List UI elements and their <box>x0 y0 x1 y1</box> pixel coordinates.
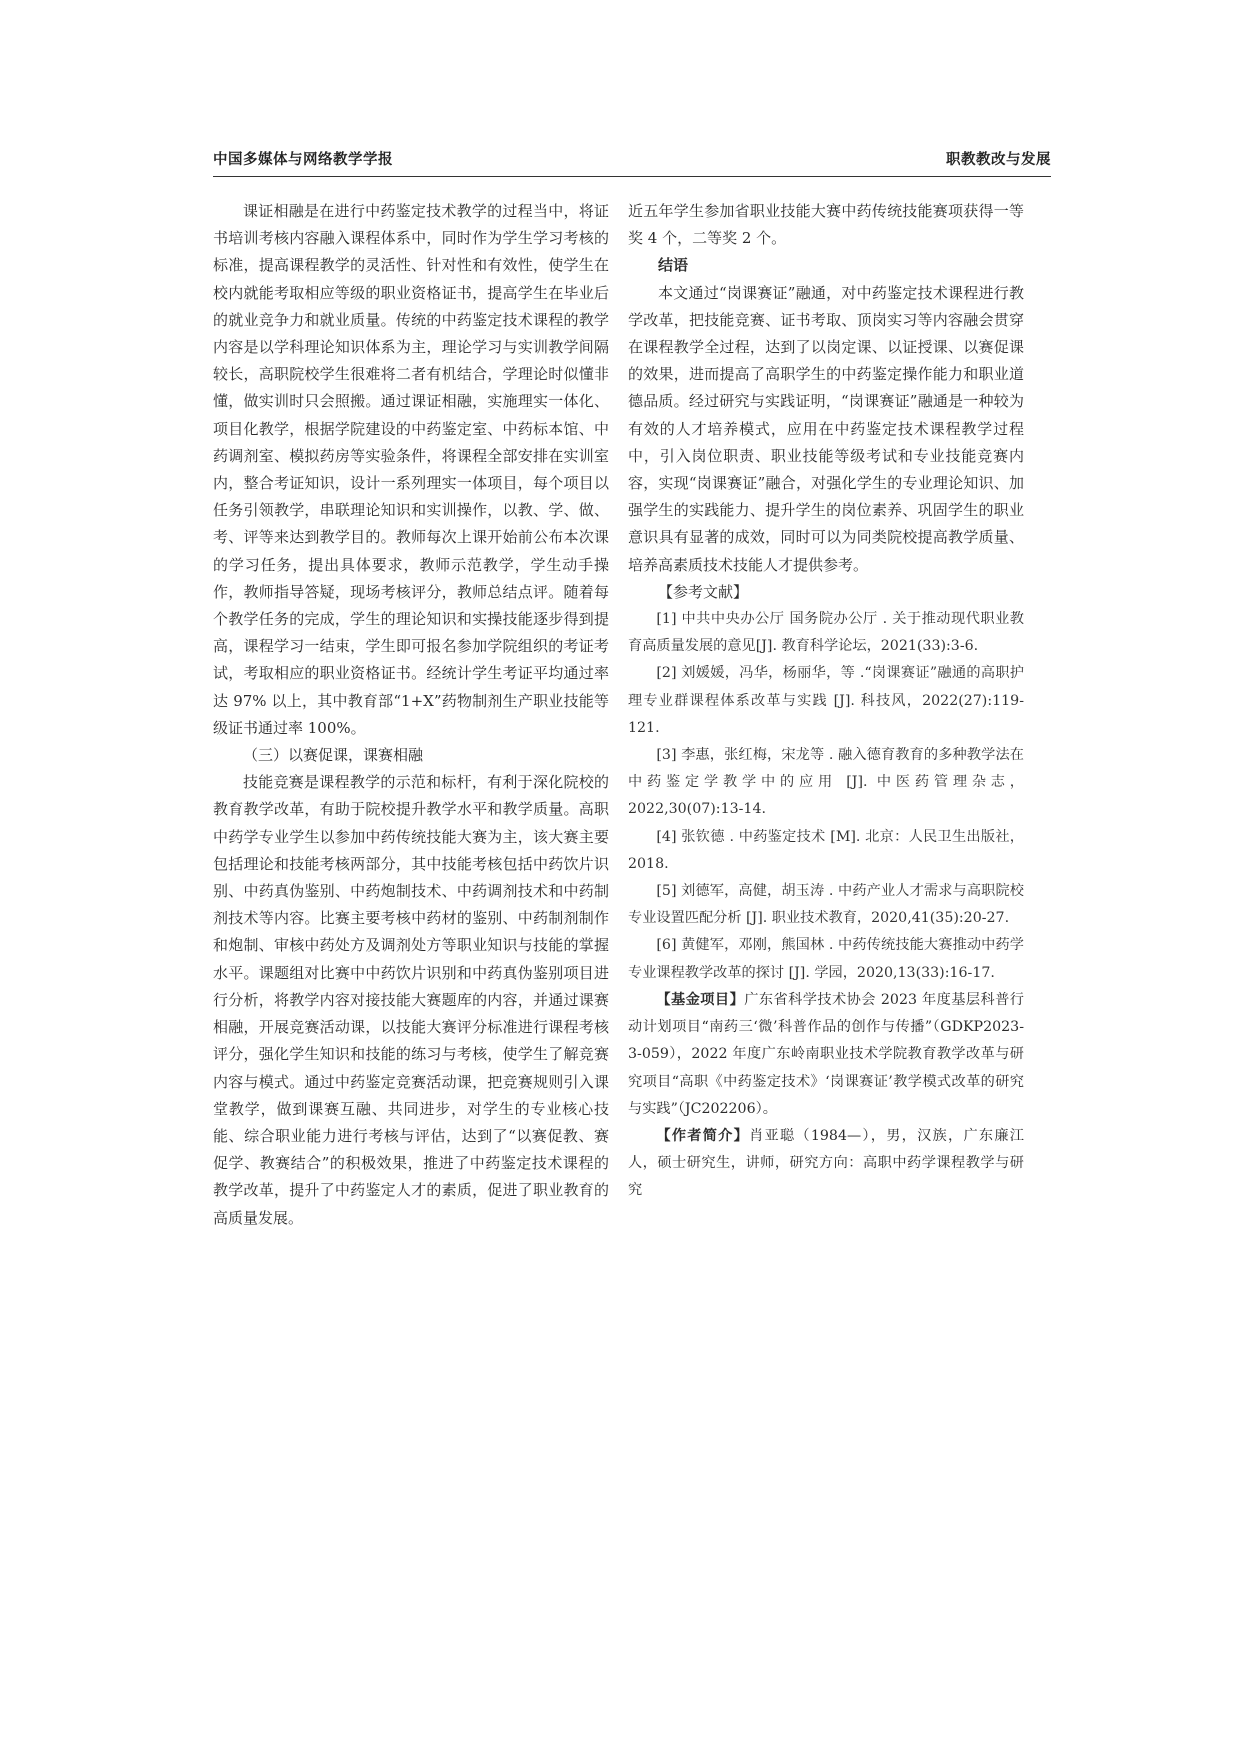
fund-note <box>628 987 1024 1123</box>
subsection-heading: （三）以赛促课，课赛相融 <box>243 746 424 765</box>
reference-item: [3] 李惠，张红梅，宋龙等 . 融入德育教育的多种教学法在中药鉴定学教学中的应用 [J]. 中医药管理杂志，2022,30(07):13-14. <box>628 747 1024 818</box>
section-title: 职教教改与发展 <box>946 152 1051 168</box>
author-label: 【作者简介】 <box>656 1127 750 1144</box>
paragraph-competition-integration: 技能竞赛是课程教学的示范和标杆，有利于深化院校的教育教学改革，有助于院校提升教学水平和教学质量。高职中药学专业学生以参加中药传统技能大赛为主，该大赛主要包括理论和技能考核两部分，其中技能考核包括中药饮片识别、中药真伪鉴别、中药炮制技术、中药调剂技术和中药制剂技术等内容。比赛主要考核中药材的鉴别、中药制剂制作和炮制、审核中药处方及调剂处方等职业知识与技能的掌握水平。课题组对比赛中中药饮片识别和中药真伪鉴别项目进行分析，将教学内容对接技能大赛题库的内容，并通过课赛相融，开展竞赛活动课，以技能大赛评分标准进行课程考核评分，强化学生知识和技能的练习与考核，使学生了解竞赛内容与模式。通过中药鉴定竞赛活动课，把竞赛规则引入课堂教学，做到课赛互融、共同进步，对学生的专业核心技能、综合职业能力进行考核与评估，达到了“以赛促教、赛促学、教赛结合”的积极效果，推进了中药鉴定技术课程的教学改革，提升了中药鉴定人才的素质，促进了职业教育的高质量发展。 <box>213 773 609 1227</box>
reference-item: [6] 黄健军，邓刚，熊国林 . 中药传统技能大赛推动中药学专业课程教学改革的探讨 [J]. 学园，2020,13(33):16-17. <box>628 937 1024 981</box>
reference-item: [5] 刘德军，高健，胡玉涛 . 中药产业人才需求与高职院校专业设置匹配分析 [J]. 职业技术教育，2020,41(35):20-27. <box>628 883 1024 927</box>
references-title: 【参考文献】 <box>658 582 749 601</box>
reference-item: [2] 刘媛媛，冯华，杨丽华，等 .“岗课赛证”融通的高职护理专业群课程体系改革与实践 [J]. 科技风，2022(27):119-121. <box>628 665 1024 736</box>
conclusion-paragraph: 本文通过“岗课赛证”融通，对中药鉴定技术课程进行教学改革，把技能竞赛、证书考取、顶岗实习等内容融会贯穿在课程教学全过程，达到了以岗定课、以证授课、以赛促课的效果，进而提高了高职学生的中药鉴定操作能力和职业道德品质。经过研究与实践证明，“岗课赛证”融通是一种较为有效的人才培养模式，应用在中药鉴定技术课程教学过程中，引入岗位职责、职业技能等级考试和专业技能竞赛内容，实现“岗课赛证”融合，对强化学生的专业理论知识、加强学生的实践能力、提升学生的岗位素养、巩固学生的职业意识具有显著的成效，同时可以为同类院校提高教学质量、培养高素质技术技能人才提供参考。 <box>628 283 1024 574</box>
paragraph-continuation: 近五年学生参加省职业技能大赛中药传统技能赛项获得一等奖 4 个，二等奖 2 个。 <box>628 202 1024 248</box>
fund-text: 广东省科学技术协会 2023 年度基层科普行动计划项目“南药三‘微’科普作品的创作与传播”（GDKP2023-3-059），2022 年度广东岭南职业技术学院教育教学改革与研究项目“高职《中药鉴定技术》‘岗课赛证’教学模式改革的研究与实践”（JC202206）。 <box>628 991 1024 1117</box>
journal-title: 中国多媒体与网络教学学报 <box>213 152 393 168</box>
left-column <box>213 198 609 1232</box>
author-note <box>628 1123 1024 1205</box>
paragraph-certificate-integration: 课证相融是在进行中药鉴定技术教学的过程当中，将证书培训考核内容融入课程体系中，同时作为学生学习考核的标准，提高课程教学的灵活性、针对性和有效性，使学生在校内就能考取相应等级的职业资格证书，提高学生在毕业后的就业竞争力和就业质量。传统的中药鉴定技术课程的教学内容是以学科理论知识体系为主，理论学习与实训教学间隔较长，高职院校学生很难将二者有机结合，学理论时似懂非懂，做实训时只会照搬。通过课证相融，实施理实一体化、项目化教学，根据学院建设的中药鉴定室、中药标本馆、中药调剂室、模拟药房等实验条件，将课程全部安排在实训室内，整合考证知识，设计一系列理实一体项目，每个项目以任务引领教学，串联理论知识和实训操作，以教、学、做、考、评等来达到教学目的。教师每次上课开始前公布本次课的学习任务，提出具体要求，教师示范教学，学生动手操作，教师指导答疑，现场考核评分，教师总结点评。随着每个教学任务的完成，学生的理论知识和实操技能逐步得到提高，课程学习一结束，学生即可报名参加学院组织的考证考试，考取相应的职业资格证书。经统计学生考证平均通过率达 97% 以上，其中教育部“1+X”药物制剂生产职业技能等级证书通过率 100%。 <box>213 202 609 737</box>
running-header <box>213 148 1051 172</box>
reference-item: [4] 张钦德 . 中药鉴定技术 [M]. 北京：人民卫生出版社，2018. <box>628 828 1024 872</box>
fund-label: 【基金项目】 <box>656 991 745 1008</box>
reference-item: [1] 中共中央办公厅 国务院办公厅 . 关于推动现代职业教育高质量发展的意见[J]. 教育科学论坛，2021(33):3-6. <box>628 611 1024 655</box>
author-text: 肖亚聪（1984—），男，汉族，广东廉江人，硕士研究生，讲师，研究方向：高职中药学课程教学与研究 <box>628 1127 1024 1199</box>
header-rule <box>213 176 1051 177</box>
right-column <box>628 198 1024 1205</box>
conclusion-heading: 结语 <box>658 256 689 275</box>
